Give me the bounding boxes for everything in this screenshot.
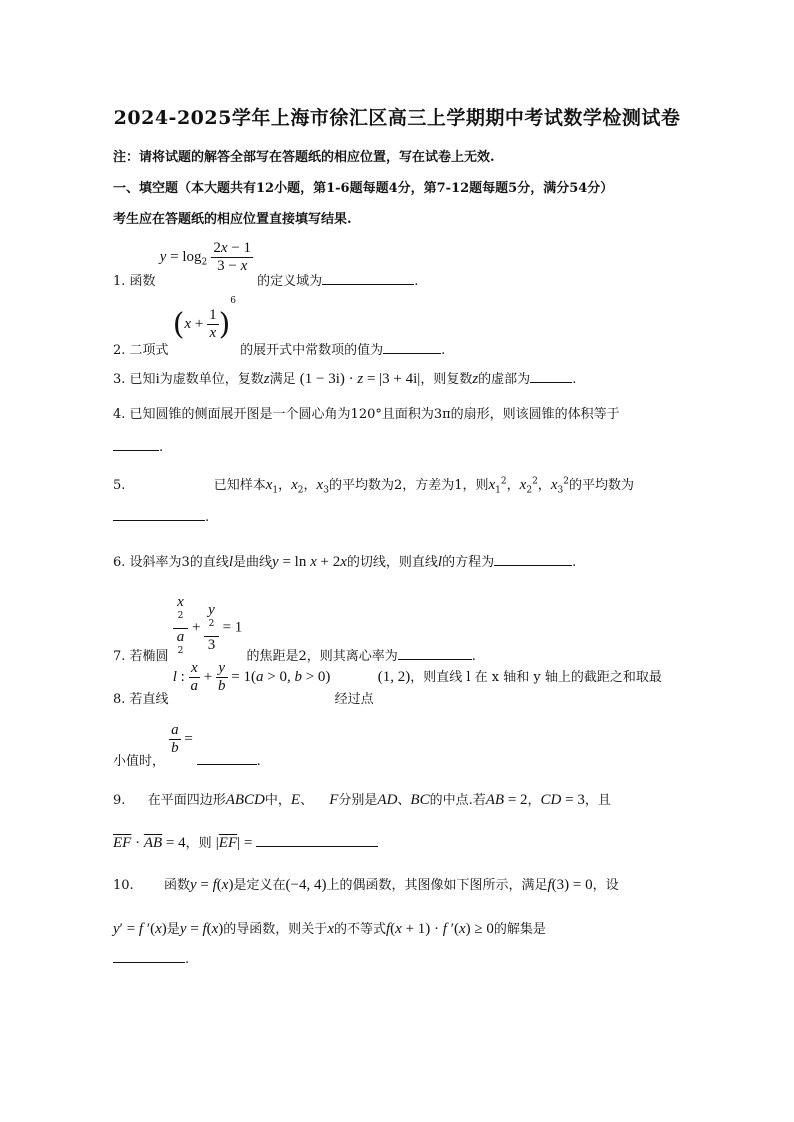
question-5: 5. 已知样本$x_1$，$x_2$，$x_3$的平均数为2，方差为1，则$x_1^2$，$x_2^2$，$x_3^2$的平均数为 xyxy=(113,476,634,496)
question-9-line2: $\overline{EF} \cdot \overline{AB} = 4$，则 $|\overline{EF}|$ = xyxy=(113,832,378,852)
question-8: 8. 若直线 l : $\frac{x}{a}$ + $\frac{y}{b}$ = 1(a > 0, b > 0) 经过点 (1, 2)，则直线 l 在 x 轴和 y 轴上的截距之和取最 xyxy=(113,660,662,707)
section-heading: 一、填空题（本大题共有12小题，第1-6题每题4分，第7-12题每题5分，满分54分） xyxy=(113,181,614,196)
question-4-answer-line: . xyxy=(113,438,163,455)
question-4: 4. 已知圆锥的侧面展开图是一个圆心角为120°且面积为3π的扇形，则该圆锥的体积等于 xyxy=(113,407,620,422)
question-6: 6. 设斜率为3的直线l是曲线y = ln x + 2x的切线，则直线l的方程为 . xyxy=(113,554,577,570)
question-3: 3. 已知i为虚数单位，复数z满足 (1 − 3i) · z = |3 + 4i|，则复数z的虚部为 . xyxy=(113,371,577,387)
question-7: 7. 若椭圆 x $^2$ a $^2$ + y $^2$ 3 = 1 的焦距是2，则其离心率为 . xyxy=(113,594,476,664)
exam-note: 注：请将试题的解答全部写在答题纸的相应位置，写在试卷上无效. xyxy=(113,150,495,165)
question-10-answer-line: . xyxy=(113,950,189,967)
question-2: 2. 二项式 (x + $\frac{1}{x}$ )$^6$ 的展开式中常数项的值为 . xyxy=(113,295,446,358)
question-5-answer-line: . xyxy=(113,508,209,525)
question-10-line2: y′ = f ′(x)是y = f(x)的导函数，则关于x的不等式f(x + 1) · f ′(x) ≥ 0的解集是 xyxy=(113,921,546,937)
question-9: 9. 在平面四边形ABCD中，E、 F分别是AD、BC的中点.若AB = 2，CD = 3，且 xyxy=(113,792,611,808)
question-10: 10. 函数y = f(x)是定义在(−4, 4)上的偶函数，其图像如下图所示，满足f(3) = 0，设 xyxy=(113,877,619,893)
page-title: 2024-2025学年上海市徐汇区高三上学期期中考试数学检测试卷 xyxy=(113,107,681,129)
question-1: 1. 函数 $y = \log_2$ $\frac{2x - 1}{3 - x}$ 的定义域为 . xyxy=(113,240,419,289)
section-instruction: 考生应在答题纸的相应位置直接填写结果. xyxy=(113,212,352,227)
question-8-line2: 小值时， $\frac{a}{b}$ = . xyxy=(113,722,261,769)
